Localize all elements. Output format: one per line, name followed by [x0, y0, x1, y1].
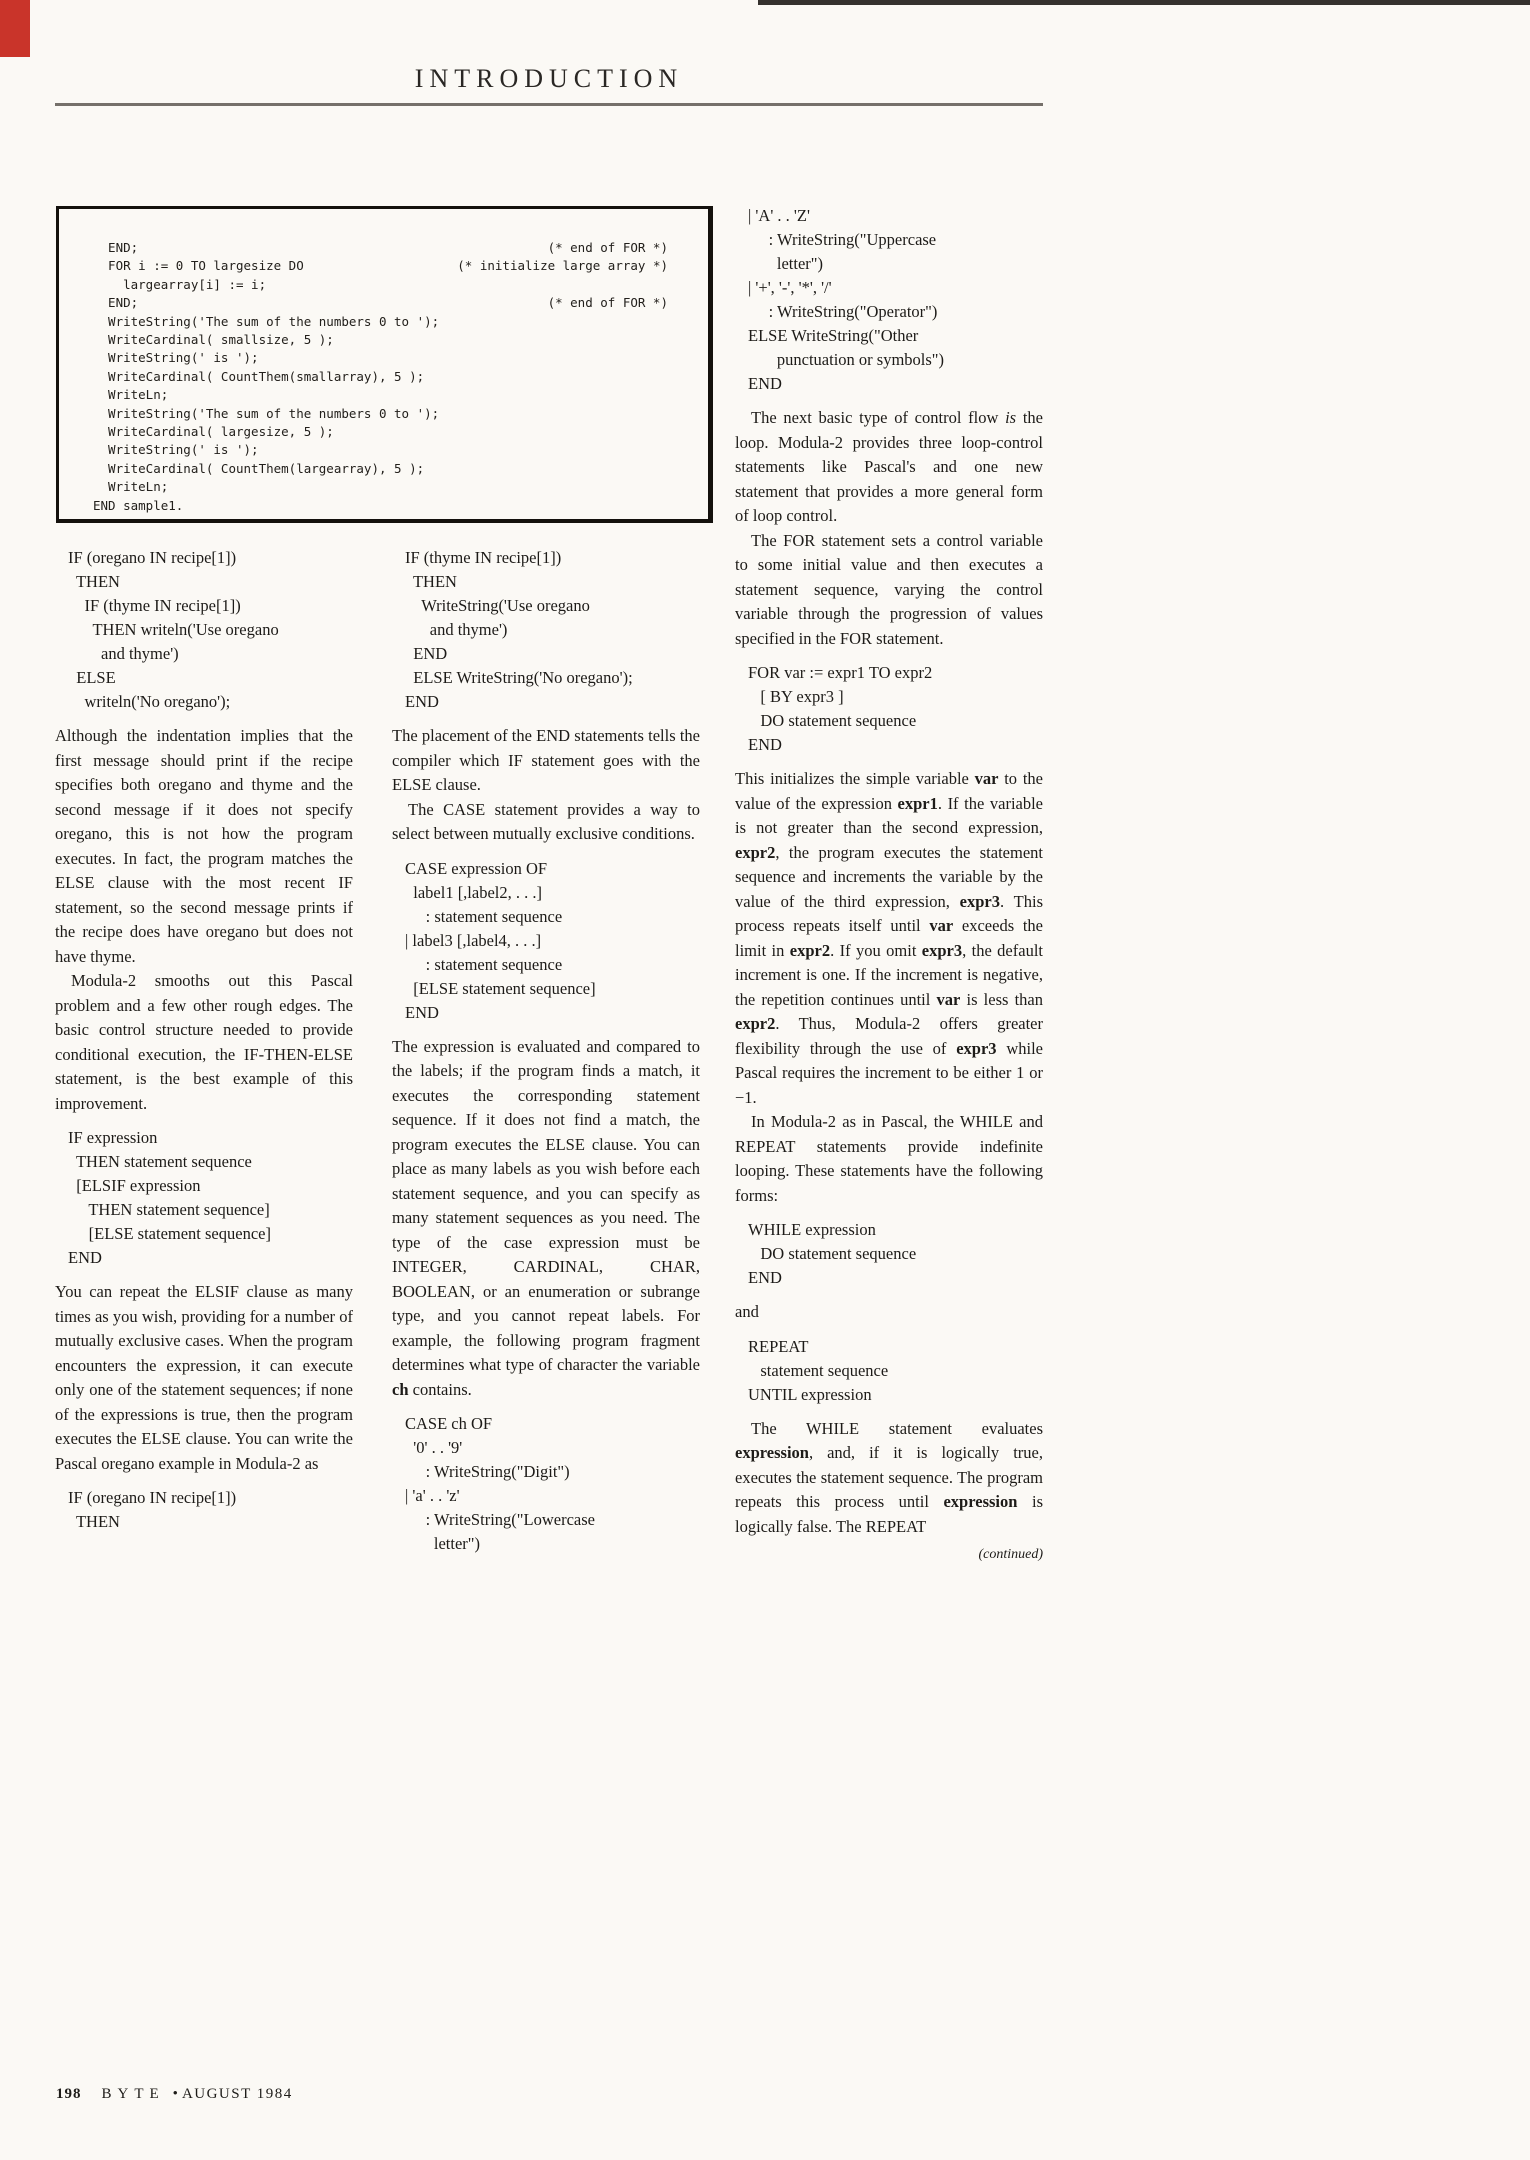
- code-line: IF (thyme IN recipe[1]): [68, 596, 241, 615]
- code-line: ELSE: [68, 668, 116, 687]
- code-line: ELSE WriteString('No oregano');: [405, 668, 633, 687]
- code-line: | 'A' . . 'Z': [748, 206, 810, 225]
- code-line: (* initialize large array *): [457, 258, 668, 274]
- text-segment: expression: [943, 1492, 1018, 1511]
- paragraph-case-explanation: [392, 1035, 700, 1403]
- text-segment: , and, if it is logically true, executes the statement sequence. The program repeats this process until: [735, 1443, 1043, 1511]
- text-segment: the loop. Modula-2 provides three loop-control statements like Pascal's and one new statement that provides a more general form of loop control.: [735, 408, 1043, 525]
- text-segment: expr2: [789, 940, 831, 960]
- code-line: THEN: [405, 572, 457, 591]
- code-listing-box: [56, 206, 713, 523]
- code-line: END: [68, 1248, 102, 1267]
- text-segment: expr1: [897, 793, 938, 813]
- code-line: IF (thyme IN recipe[1]): [405, 548, 562, 567]
- paragraph-end-placement: [392, 724, 700, 798]
- code-line: : WriteString("Lowercase: [405, 1510, 595, 1529]
- code-line: : WriteString("Digit"): [405, 1462, 570, 1481]
- code-line: END sample1.: [93, 497, 184, 513]
- listing-comments: [457, 239, 668, 519]
- code-line: END;: [93, 240, 139, 255]
- code-line: WriteString('Use oregano: [405, 596, 590, 615]
- code-line: writeln('No oregano');: [68, 692, 231, 711]
- code-line: WriteString('The sum of the numbers 0 to ');: [93, 313, 440, 329]
- text-segment: is: [1005, 408, 1017, 427]
- code-line: WriteLn;: [93, 387, 169, 403]
- text-segment: Although the indentation implies that the first message should print if the recipe specifies both oregano and thyme and the second message if it does not specify oregano, this is not how the program executes. In fact, the program matches the ELSE clause with the most recent IF statement, so the second message prints if the recipe does have oregano but does not have thyme.: [55, 726, 353, 966]
- text-segment: This initializes the simple variable: [735, 769, 975, 788]
- code-line: IF (oregano IN recipe[1]): [68, 1488, 237, 1507]
- code-block-case-syntax: [405, 857, 700, 1025]
- code-line: punctuation or symbols"): [748, 350, 945, 369]
- page-number: 198: [56, 2086, 82, 2102]
- paragraph-for-explanation: [735, 767, 1043, 1110]
- code-line: largearray[i] := i;: [93, 276, 267, 292]
- code-line: [ELSE statement sequence]: [405, 978, 596, 998]
- column-left: [55, 546, 353, 1544]
- text-segment: . Thus, Modula-2 offers greater flexibility through the use of: [735, 1014, 1043, 1058]
- code-line: '0' . . '9': [405, 1438, 463, 1457]
- text-segment: ch: [392, 1379, 409, 1399]
- code-line: [457, 368, 668, 386]
- code-line: : statement sequence: [405, 954, 563, 974]
- code-line: THEN: [68, 572, 120, 591]
- code-line: statement sequence: [748, 1360, 889, 1380]
- code-line: END;: [93, 295, 139, 311]
- text-segment: var: [974, 769, 999, 788]
- code-line: WriteCardinal( CountThem(largearray), 5 );: [93, 460, 425, 476]
- text-segment: The expression is evaluated and compared to the labels; if the program finds a match, it executes the corresponding statement sequence. If it does not find a match, the program executes the ELSE clause. You can place as many labels as you wish before each statement sequence, and you can specify as many statement sequences as you need. The type of the case expression must be INTEGER, CARDINAL, CHAR, BOOLEAN, or an enumeration or subrange type, and you cannot repeat labels. For example, the following program fragment determines what type of character the variable: [392, 1036, 700, 1374]
- paragraph-case-intro: [392, 798, 700, 847]
- text-segment: . If you omit: [830, 940, 922, 960]
- code-line: DO statement sequence: [748, 1244, 917, 1263]
- code-line: ELSE WriteString("Other: [748, 326, 919, 345]
- paragraph-loop-intro: [735, 406, 1043, 529]
- text-segment: var: [929, 916, 954, 935]
- code-line: [457, 331, 668, 349]
- text-segment: is logically false. The REPEAT: [735, 1492, 1043, 1536]
- text-segment: In Modula-2 as in Pascal, the WHILE and REPEAT statements provide indefinite looping. These statements have the following forms:: [735, 1112, 1043, 1205]
- code-line: END: [748, 1268, 782, 1287]
- text-segment: expression: [735, 1443, 809, 1462]
- code-line: END: [405, 644, 448, 663]
- code-block-if-oregano: [68, 1486, 353, 1534]
- code-line: DO statement sequence: [748, 711, 917, 730]
- code-line: [ BY expr3 ]: [748, 687, 844, 706]
- paragraph-modula-smooths: [55, 969, 353, 1116]
- code-line: [457, 313, 668, 331]
- code-line: letter"): [405, 1534, 480, 1553]
- text-segment: , the program executes the statement sequence and increments the variable by the value of the third expression,: [735, 842, 1043, 911]
- code-line: WriteString('The sum of the numbers 0 to ');: [93, 405, 440, 421]
- text-segment: expr3: [921, 940, 963, 960]
- code-line: (* end of FOR *): [547, 240, 668, 255]
- code-line: REPEAT: [748, 1336, 809, 1356]
- code-line: END: [405, 1002, 439, 1022]
- paragraph-while-repeat-intro: [735, 1110, 1043, 1208]
- text-segment: The CASE statement provides a way to select between mutually exclusive conditions.: [392, 799, 700, 843]
- code-line: and thyme'): [405, 620, 508, 639]
- code-line: THEN statement sequence: [68, 1152, 252, 1171]
- text-segment: Modula-2 smooths out this Pascal problem and a few other rough edges. The basic control structure needed to provide conditional execution, the IF-THEN-ELSE statement, is the best example of this improvement.: [55, 971, 353, 1113]
- footer-separator: •: [172, 2086, 178, 2102]
- code-line: label1 [,label2, . . .]: [405, 882, 542, 902]
- column-right: [735, 204, 1043, 1568]
- code-line: (* end of FOR *): [547, 295, 668, 311]
- code-block-while-syntax: [748, 1218, 1043, 1290]
- code-line: | 'a' . . 'z': [405, 1486, 460, 1505]
- text-segment: . If the variable is not greater than the second expression,: [735, 793, 1044, 837]
- code-line: [457, 405, 668, 423]
- code-line: letter"): [748, 254, 823, 273]
- text-segment: , the default increment is one. If the increment is negative, the repetition continues until: [735, 940, 1043, 1009]
- paragraph-while-explanation: [735, 1417, 1043, 1540]
- code-line: FOR i := 0 TO largesize DO: [93, 258, 304, 274]
- magazine-name: BYTE: [101, 2086, 165, 2102]
- code-block-case-ch-continued: [748, 204, 1043, 396]
- code-line: IF (oregano IN recipe[1]): [68, 548, 237, 567]
- text-segment: expr3: [959, 891, 1000, 911]
- text-segment: is less than: [960, 989, 1043, 1009]
- code-line: WriteLn;: [93, 479, 169, 495]
- code-block-modula-nested-if: [405, 546, 700, 714]
- text-segment: exceeds the limit in: [735, 916, 1044, 960]
- code-line: END: [748, 374, 782, 393]
- code-line: WHILE expression: [748, 1220, 876, 1239]
- text-segment: You can repeat the ELSIF clause as many times as you wish, providing for a number of mutually exclusive cases. When the program encounters the expression, it can execute only one of the statement sequences; if none of the expressions is true, then the program executes the ELSE clause. You can write the Pascal oregano example in Modula-2 as: [55, 1282, 353, 1473]
- text-segment: The placement of the END statements tells the compiler which IF statement goes with the ELSE clause.: [392, 726, 700, 794]
- header-rule: [55, 103, 1043, 106]
- text-segment: contains.: [408, 1379, 472, 1399]
- text-segment: The FOR statement sets a control variable to some initial value and then executes a statement sequence, varying the control variable through the progression of values specified in the FOR statement.: [735, 530, 1043, 648]
- code-line: WriteString(' is ');: [93, 350, 259, 366]
- code-line: FOR var := expr1 TO expr2: [748, 663, 933, 682]
- code-line: THEN writeln('Use oregano: [68, 620, 279, 639]
- code-line: WriteCardinal( largesize, 5 );: [93, 424, 334, 440]
- code-line: : WriteString("Uppercase: [748, 230, 937, 249]
- code-line: and thyme'): [68, 644, 179, 663]
- code-line: [457, 423, 668, 441]
- code-line: WriteCardinal( CountThem(smallarray), 5 );: [93, 368, 425, 384]
- code-line: END: [748, 735, 782, 754]
- code-block-if-syntax: [68, 1126, 353, 1270]
- text-segment: . This process repeats itself until: [735, 891, 1043, 935]
- text-segment: The next basic type of control flow: [751, 408, 1006, 427]
- text-segment: to the value of the expression: [735, 769, 1043, 813]
- text-segment: var: [936, 989, 961, 1009]
- code-line: CASE ch OF: [405, 1414, 493, 1433]
- code-line: END: [405, 692, 439, 711]
- code-line: | '+', '-', '*', '/': [748, 278, 832, 297]
- page-footer: [56, 2086, 293, 2103]
- code-line: [457, 386, 668, 404]
- listing-code: [93, 239, 439, 519]
- paragraph-elsif-repeat: [55, 1280, 353, 1476]
- code-line: : statement sequence: [405, 906, 563, 926]
- code-block-repeat-syntax: [748, 1335, 1043, 1407]
- code-line: [457, 460, 668, 478]
- code-line: UNTIL expression: [748, 1384, 872, 1404]
- text-segment: while Pascal requires the increment to be either 1 or −1.: [735, 1038, 1043, 1107]
- text-segment: expr2: [735, 842, 776, 862]
- code-line: [457, 497, 668, 515]
- text-segment: expr3: [956, 1038, 997, 1058]
- code-line: WriteCardinal( smallsize, 5 );: [93, 332, 334, 348]
- code-line: [457, 349, 668, 367]
- continued-note: (continued): [978, 1547, 1043, 1562]
- column-middle: [392, 546, 700, 1566]
- paragraph-for-intro: [735, 529, 1043, 652]
- code-block-pascal-nested-if: [68, 546, 353, 714]
- code-block-for-syntax: [748, 661, 1043, 757]
- text-segment: The WHILE statement evaluates: [751, 1418, 1043, 1438]
- code-line: [ELSIF expression: [68, 1176, 201, 1195]
- code-line: CASE expression OF: [405, 858, 548, 878]
- paragraph-indentation-explanation: [55, 724, 353, 969]
- code-line: : WriteString("Operator"): [748, 302, 938, 321]
- code-line: THEN statement sequence]: [68, 1200, 270, 1219]
- text-segment: expr2: [735, 1014, 776, 1033]
- code-line: [457, 276, 668, 294]
- code-block-case-ch: [405, 1412, 700, 1556]
- scan-artifact-red-corner: [0, 0, 30, 57]
- code-line: [457, 441, 668, 459]
- scan-artifact-top-edge: [758, 0, 1530, 5]
- issue-date: AUGUST 1984: [181, 2086, 293, 2102]
- code-line: [457, 478, 668, 496]
- code-line: THEN: [68, 1512, 120, 1531]
- code-line: [ELSE statement sequence]: [68, 1224, 271, 1243]
- code-line: | label3 [,label4, . . .]: [405, 930, 542, 950]
- code-line: WriteString(' is ');: [93, 442, 259, 458]
- page-title: INTRODUCTION: [414, 64, 684, 93]
- code-line: IF expression: [68, 1128, 158, 1147]
- joiner-and: and: [735, 1302, 759, 1321]
